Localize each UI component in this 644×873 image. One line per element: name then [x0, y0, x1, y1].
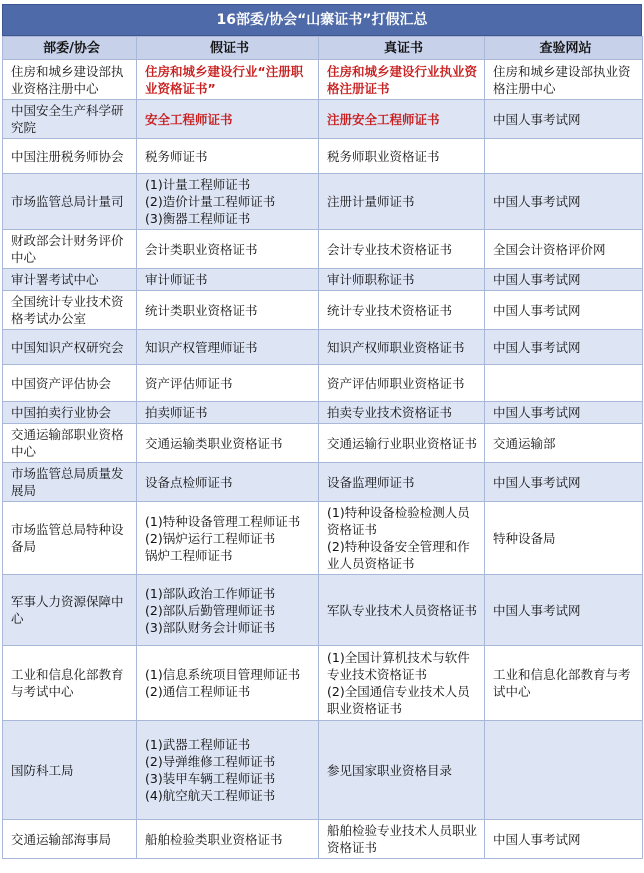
verification-site-cell: 中国人事考试网 — [485, 100, 643, 139]
table-row — [3, 174, 643, 230]
org-cell: 市场监管总局质量发展局 — [3, 463, 137, 502]
fake-certificate-cell: 审计师证书 — [137, 269, 319, 291]
verification-site-cell: 中国人事考试网 — [485, 174, 643, 230]
real-certificate-cell: 税务师职业资格证书 — [319, 139, 485, 174]
verification-site-cell: 中国人事考试网 — [485, 402, 643, 424]
verification-site-cell: 中国人事考试网 — [485, 575, 643, 646]
real-certificate-cell: 注册计量师证书 — [319, 174, 485, 230]
org-cell: 中国知识产权研究会 — [3, 330, 137, 365]
org-cell: 审计署考试中心 — [3, 269, 137, 291]
table-row — [3, 330, 643, 365]
certificate-table — [2, 36, 643, 859]
fake-certificate-cell: (1)部队政治工作师证书 (2)部队后勤管理师证书 (3)部队财务会计师证书 — [137, 575, 319, 646]
fake-certificate-cell: 交通运输类职业资格证书 — [137, 424, 319, 463]
verification-site-cell — [485, 721, 643, 820]
real-certificate-cell: 住房和城乡建设行业执业资格注册证书 — [319, 60, 485, 100]
org-cell: 市场监管总局特种设备局 — [3, 502, 137, 575]
table-row — [3, 230, 643, 269]
fake-certificate-cell: 设备点检师证书 — [137, 463, 319, 502]
fake-certificate-cell: 税务师证书 — [137, 139, 319, 174]
summary-table-container — [2, 4, 642, 859]
header-real: 真证书 — [319, 37, 485, 60]
table-row — [3, 721, 643, 820]
header-row — [3, 37, 643, 60]
table-row — [3, 365, 643, 402]
verification-site-cell: 特种设备局 — [485, 502, 643, 575]
org-cell: 中国安全生产科学研究院 — [3, 100, 137, 139]
fake-certificate-cell: 资产评估师证书 — [137, 365, 319, 402]
org-cell: 市场监管总局计量司 — [3, 174, 137, 230]
real-certificate-cell: 交通运输行业职业资格证书 — [319, 424, 485, 463]
verification-site-cell: 住房和城乡建设部执业资格注册中心 — [485, 60, 643, 100]
table-row — [3, 60, 643, 100]
verification-site-cell — [485, 365, 643, 402]
fake-certificate-cell: 拍卖师证书 — [137, 402, 319, 424]
org-cell: 交通运输部职业资格中心 — [3, 424, 137, 463]
verification-site-cell: 中国人事考试网 — [485, 291, 643, 330]
real-certificate-cell: 统计专业技术资格证书 — [319, 291, 485, 330]
table-row — [3, 463, 643, 502]
org-cell: 中国注册税务师协会 — [3, 139, 137, 174]
table-row — [3, 502, 643, 575]
header-site: 查验网站 — [485, 37, 643, 60]
header-fake: 假证书 — [137, 37, 319, 60]
org-cell: 全国统计专业技术资格考试办公室 — [3, 291, 137, 330]
verification-site-cell — [485, 139, 643, 174]
table-row — [3, 402, 643, 424]
fake-certificate-cell: (1)信息系统项目管理师证书 (2)通信工程师证书 — [137, 646, 319, 721]
org-cell: 财政部会计财务评价中心 — [3, 230, 137, 269]
real-certificate-cell: 资产评估师职业资格证书 — [319, 365, 485, 402]
org-cell: 住房和城乡建设部执业资格注册中心 — [3, 60, 137, 100]
table-row — [3, 424, 643, 463]
table-body — [3, 60, 643, 859]
verification-site-cell: 中国人事考试网 — [485, 463, 643, 502]
table-row — [3, 139, 643, 174]
header-org: 部委/协会 — [3, 37, 137, 60]
verification-site-cell: 中国人事考试网 — [485, 820, 643, 859]
verification-site-cell: 交通运输部 — [485, 424, 643, 463]
table-row — [3, 100, 643, 139]
fake-certificate-cell: 住房和城乡建设行业“注册职业资格证书” — [137, 60, 319, 100]
verification-site-cell: 工业和信息化部教育与考试中心 — [485, 646, 643, 721]
org-cell: 中国资产评估协会 — [3, 365, 137, 402]
real-certificate-cell: 参见国家职业资格目录 — [319, 721, 485, 820]
real-certificate-cell: 拍卖专业技术资格证书 — [319, 402, 485, 424]
org-cell: 中国拍卖行业协会 — [3, 402, 137, 424]
table-row — [3, 291, 643, 330]
table-title: 16部委/协会“山寨证书”打假汇总 — [2, 4, 642, 36]
table-row — [3, 269, 643, 291]
fake-certificate-cell: 船舶检验类职业资格证书 — [137, 820, 319, 859]
real-certificate-cell: 注册安全工程师证书 — [319, 100, 485, 139]
real-certificate-cell: 船舶检验专业技术人员职业资格证书 — [319, 820, 485, 859]
real-certificate-cell: 军队专业技术人员资格证书 — [319, 575, 485, 646]
fake-certificate-cell: (1)武器工程师证书 (2)导弹维修工程师证书 (3)装甲车辆工程师证书 (4)航空航天工程师证书 — [137, 721, 319, 820]
real-certificate-cell: 知识产权师职业资格证书 — [319, 330, 485, 365]
org-cell: 交通运输部海事局 — [3, 820, 137, 859]
real-certificate-cell: 设备监理师证书 — [319, 463, 485, 502]
real-certificate-cell: (1)全国计算机技术与软件专业技术资格证书 (2)全国通信专业技术人员职业资格证书 — [319, 646, 485, 721]
real-certificate-cell: 会计专业技术资格证书 — [319, 230, 485, 269]
real-certificate-cell: (1)特种设备检验检测人员资格证书 (2)特种设备安全管理和作业人员资格证书 — [319, 502, 485, 575]
fake-certificate-cell: (1)特种设备管理工程师证书 (2)锅炉运行工程师证书 锅炉工程师证书 — [137, 502, 319, 575]
verification-site-cell: 全国会计资格评价网 — [485, 230, 643, 269]
verification-site-cell: 中国人事考试网 — [485, 330, 643, 365]
table-row — [3, 820, 643, 859]
table-row — [3, 575, 643, 646]
table-row — [3, 646, 643, 721]
fake-certificate-cell: 统计类职业资格证书 — [137, 291, 319, 330]
org-cell: 国防科工局 — [3, 721, 137, 820]
fake-certificate-cell: (1)计量工程师证书 (2)造价计量工程师证书 (3)衡器工程师证书 — [137, 174, 319, 230]
verification-site-cell: 中国人事考试网 — [485, 269, 643, 291]
fake-certificate-cell: 知识产权管理师证书 — [137, 330, 319, 365]
org-cell: 军事人力资源保障中心 — [3, 575, 137, 646]
real-certificate-cell: 审计师职称证书 — [319, 269, 485, 291]
org-cell: 工业和信息化部教育与考试中心 — [3, 646, 137, 721]
fake-certificate-cell: 安全工程师证书 — [137, 100, 319, 139]
fake-certificate-cell: 会计类职业资格证书 — [137, 230, 319, 269]
